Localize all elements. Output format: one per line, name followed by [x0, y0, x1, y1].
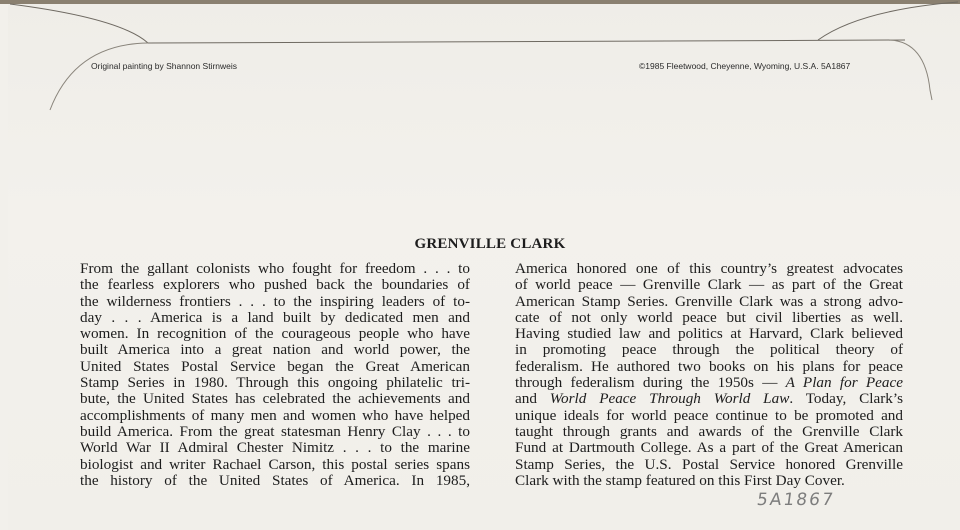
text-line: the history of the United States of America. In 1985,	[80, 471, 470, 489]
text-line: Stamp Series in 1980. Through this ongoing philatelic tri-	[80, 374, 470, 392]
book-title: A Plan for Peace	[785, 374, 903, 392]
text-line: built America into a great nation and world power, the	[80, 341, 470, 359]
text-line	[515, 391, 903, 407]
text-line: From the gallant colonists who fought for freedom . . . to	[80, 260, 470, 277]
text-line: the fearless explorers who pushed back the boundaries of	[80, 276, 470, 294]
text-line: build America. From the great statesman Henry Clay . . . to	[80, 422, 470, 440]
copyright-notice: ©1985 Fleetwood, Cheyenne, Wyoming, U.S.A. 5A1867	[639, 61, 851, 71]
text-line: United States Postal Service began the Great American	[80, 357, 470, 375]
handwritten-note: 5A1867	[755, 490, 837, 510]
text-line: unique ideals for world peace continue to be promoted and	[515, 406, 903, 424]
text-line: Having studied law and politics at Harvard, Clark believed	[515, 325, 903, 343]
text-line: in promoting peace through the political theory of	[515, 341, 903, 359]
book-title: World Peace Through World Law	[549, 390, 790, 408]
text-line: of world peace — Grenville Clark — as part of the Great	[515, 276, 903, 294]
text-line: federalism. He authored two books on his plans for peace	[515, 357, 903, 375]
text-line: bute, the United States has celebrated the achievements and	[80, 390, 470, 408]
text-segment: . Today, Clark’s	[789, 390, 903, 408]
text-line: Clark with the stamp featured on this First Day Cover.	[515, 471, 845, 489]
text-line	[515, 375, 903, 391]
text-line: America honored one of this country’s greatest advocates	[515, 260, 903, 277]
text-line: biologist and writer Rachael Carson, this postal series spans	[80, 455, 470, 473]
right-text-column	[515, 261, 903, 489]
text-line: taught through grants and awards of the Grenville Clark	[515, 422, 903, 440]
text-line: Fund at Dartmouth College. As a part of the Great American	[515, 439, 903, 457]
text-line: Stamp Series, the U.S. Postal Service honored Grenville	[515, 455, 903, 473]
text-segment: and	[515, 390, 550, 408]
painting-credit: Original painting by Shannon Stirnweis	[91, 61, 238, 71]
text-line: World War II Admiral Chester Nimitz . . . to the marine	[80, 439, 470, 457]
text-line: women. In recognition of the courageous people who have	[80, 325, 470, 343]
text-line: American Stamp Series. Grenville Clark was a strong advo-	[515, 292, 903, 310]
text-line: accomplishments of many men and women who have helped	[80, 406, 470, 424]
text-segment: through federalism during the 1950s —	[515, 374, 786, 392]
text-line: the wilderness frontiers . . . to the inspiring leaders of to-	[80, 292, 470, 310]
left-text-column	[80, 261, 470, 489]
document-title: GRENVILLE CLARK	[414, 236, 566, 252]
text-line: cate of not only world peace but civil liberties as well.	[515, 308, 903, 326]
text-line: day . . . America is a land built by dedicated men and	[80, 308, 470, 326]
